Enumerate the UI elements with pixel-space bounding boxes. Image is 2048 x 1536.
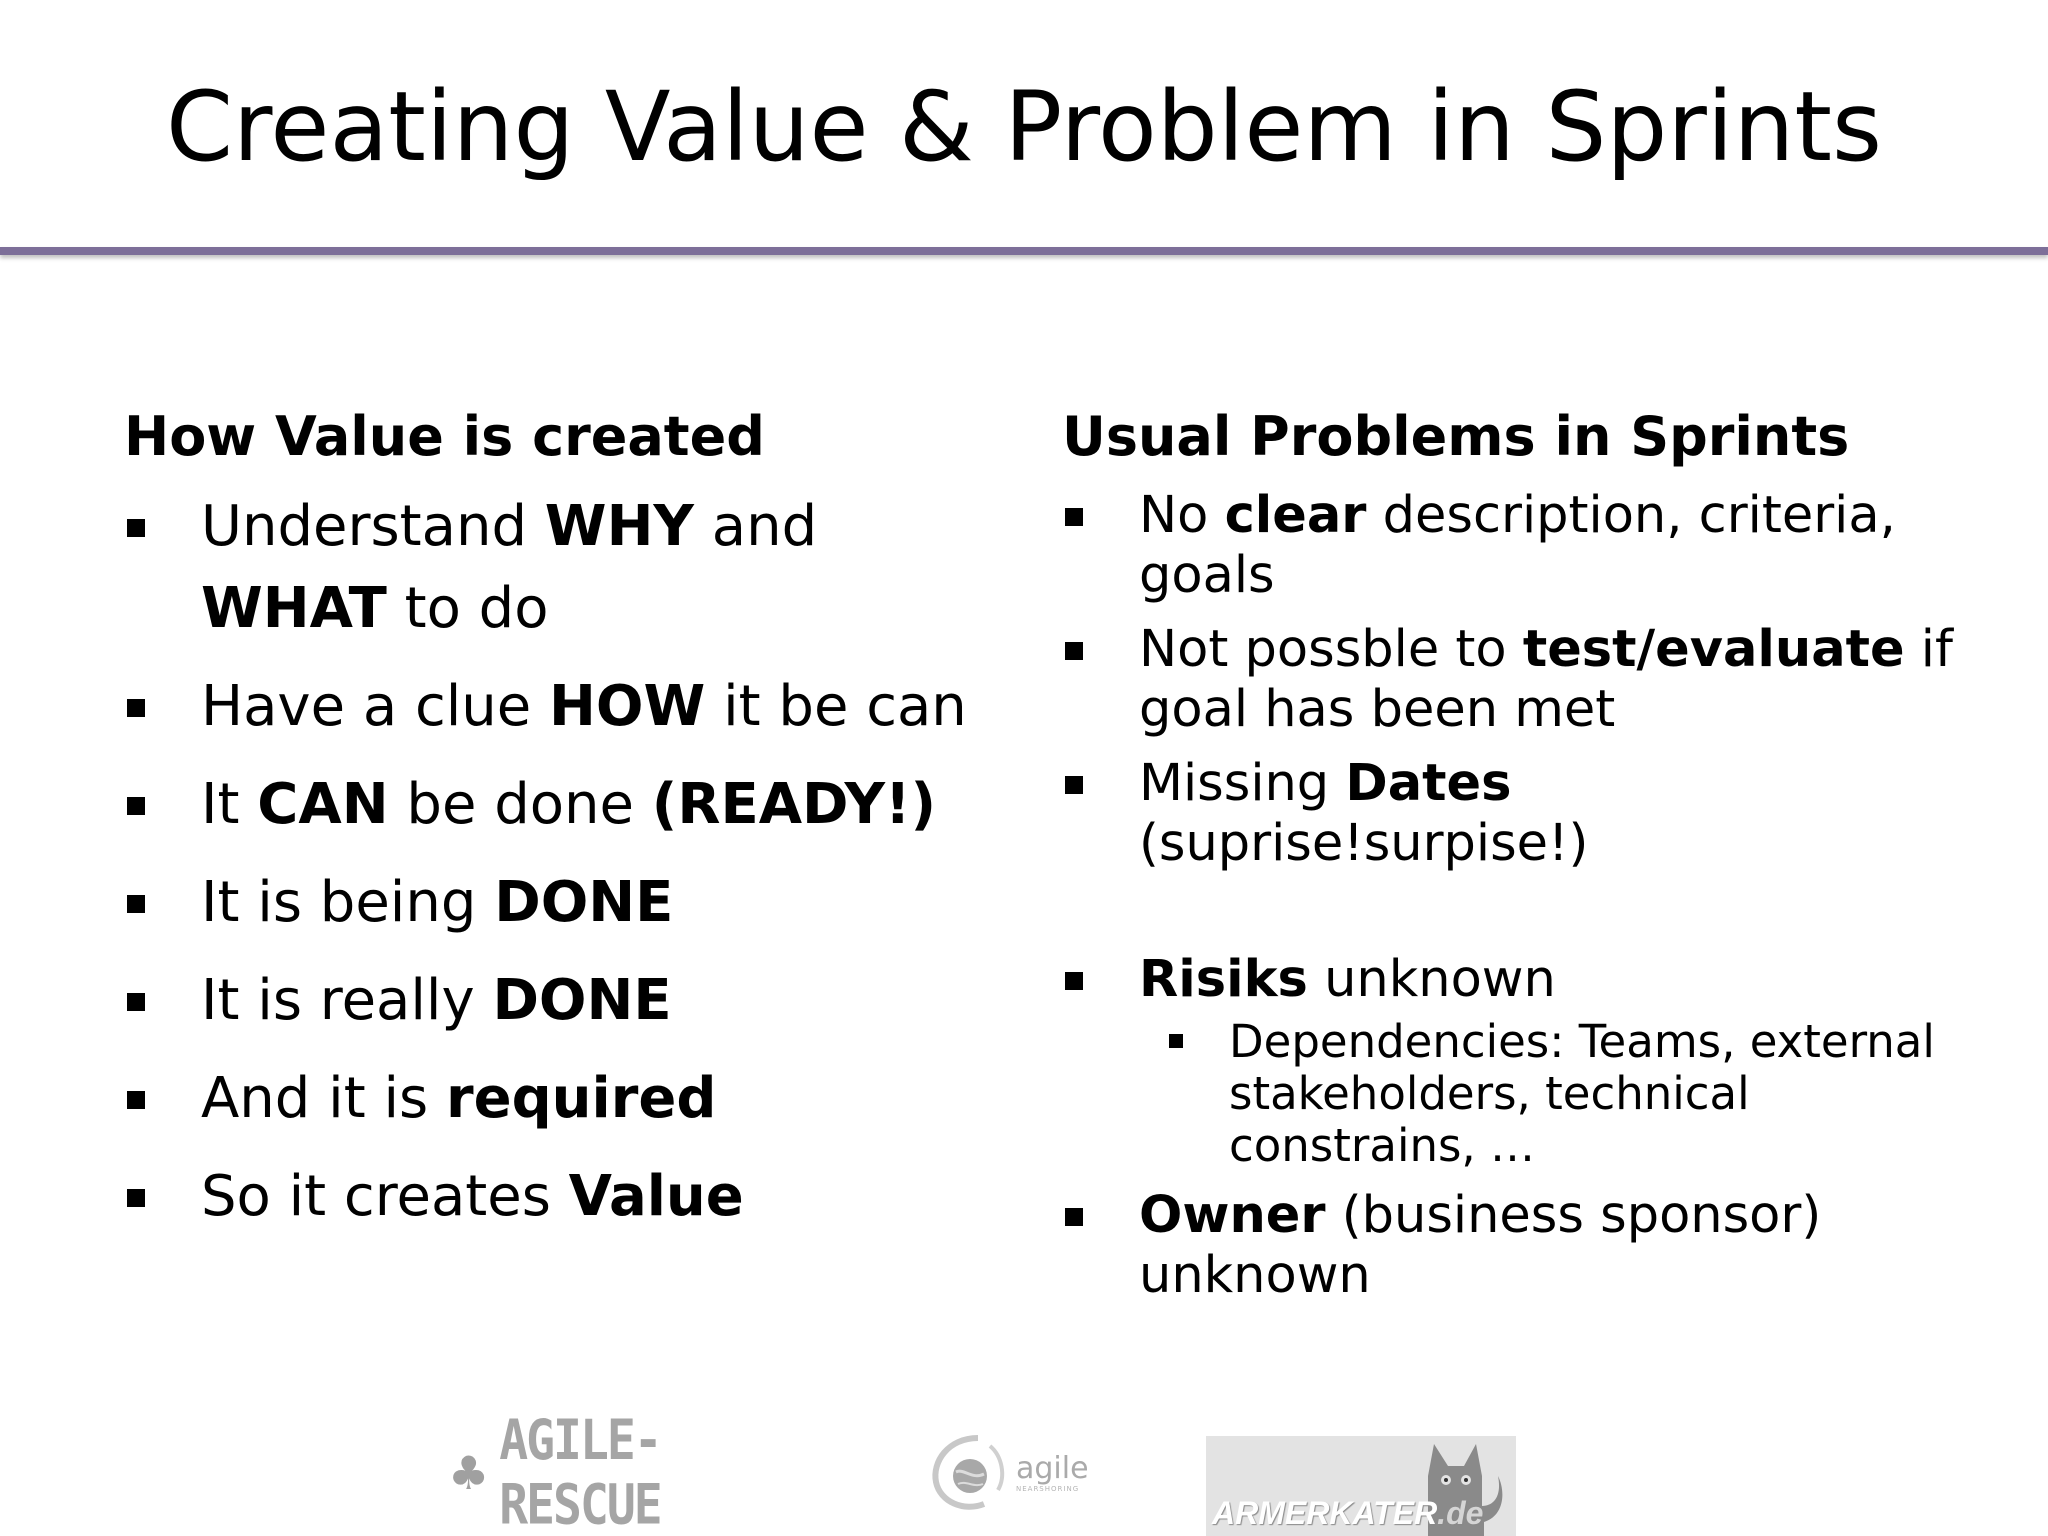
item-text: It is really — [201, 968, 493, 1033]
item-text: to do — [386, 576, 549, 641]
list-item — [124, 1156, 1004, 1238]
item-bold-text: Risiks — [1139, 950, 1308, 1009]
armerkater-logo-text — [1212, 1495, 1483, 1532]
item-text: Missing — [1139, 754, 1346, 813]
item-text: if goal has been met — [1139, 620, 1953, 739]
list-item — [1062, 754, 1992, 874]
square-bullet-icon — [127, 1091, 145, 1109]
slide-title: Creating Value & Problem in Sprints — [166, 71, 1882, 183]
list-item — [1062, 486, 1992, 606]
item-text: (business sponsor) unknown — [1139, 1186, 1822, 1305]
item-bold-text: CAN — [257, 772, 389, 837]
item-text: It is being — [201, 870, 495, 935]
square-bullet-icon — [127, 519, 145, 537]
right-heading: Usual Problems in Sprints — [1062, 405, 1850, 468]
list-item — [124, 1058, 1004, 1140]
item-text: So it creates — [201, 1164, 569, 1229]
right-column — [1062, 402, 1992, 1320]
square-bullet-icon — [127, 797, 145, 815]
right-bullet-list — [1062, 486, 1992, 1306]
left-heading: How Value is created — [124, 405, 765, 468]
item-text: Have a clue — [201, 674, 550, 739]
item-bold-text: Value — [568, 1164, 744, 1229]
item-bold-text: WHAT — [201, 576, 387, 641]
agile-logo-text: agile — [1016, 1451, 1089, 1486]
armerkater-logo-main: ARMERKATER — [1212, 1495, 1438, 1531]
item-text: Not possble to — [1139, 620, 1523, 679]
item-bold-text: Dates — [1345, 754, 1512, 813]
item-text: (suprise!surpise!) — [1139, 814, 1589, 873]
item-text: And it is — [201, 1066, 446, 1131]
square-bullet-icon — [127, 1189, 145, 1207]
list-item — [1062, 1186, 1992, 1306]
item-text: Understand — [201, 494, 545, 559]
square-bullet-icon — [127, 895, 145, 913]
list-item — [1062, 950, 1992, 1172]
item-bold-text: DONE — [492, 968, 672, 1033]
left-column — [124, 402, 1004, 1254]
item-bold-text: test/evaluate — [1522, 620, 1905, 679]
item-bold-text: HOW — [549, 674, 706, 739]
item-bold-text: Owner — [1139, 1186, 1326, 1245]
square-bullet-icon — [1065, 508, 1083, 526]
item-bold-text: required — [446, 1066, 717, 1131]
item-bold-text: (READY!) — [651, 772, 937, 837]
list-item — [124, 764, 1004, 846]
square-bullet-icon — [127, 993, 145, 1011]
sub-item-text: Dependencies: Teams, external stakeholders, technical constrains, … — [1229, 1015, 1935, 1172]
agile-rescue-logo — [448, 1408, 778, 1536]
left-bullet-list — [124, 486, 1004, 1238]
square-bullet-icon — [127, 699, 145, 717]
square-bullet-icon — [1065, 776, 1083, 794]
list-item — [1062, 620, 1992, 740]
item-text: No — [1139, 486, 1225, 545]
item-text: and — [693, 494, 818, 559]
item-text: description, criteria, goals — [1139, 486, 1896, 605]
square-bullet-icon — [1065, 642, 1083, 660]
globe-swirl-icon — [928, 1432, 1010, 1514]
item-bold-text: clear — [1224, 486, 1367, 545]
sub-bullet-list — [1139, 1016, 1992, 1172]
title-divider — [0, 247, 2048, 255]
agile-rescue-logo-text: AGILE-RESCUE — [499, 1408, 661, 1536]
list-item — [124, 486, 1004, 650]
agile-nearshoring-logo — [928, 1430, 1098, 1516]
club-icon: ♣ — [448, 1446, 490, 1500]
square-bullet-icon — [1065, 1208, 1083, 1226]
list-item — [124, 862, 1004, 944]
item-bold-text: DONE — [494, 870, 674, 935]
armerkater-logo-tld: .de — [1437, 1495, 1484, 1531]
square-bullet-icon — [1065, 972, 1083, 990]
square-bullet-icon — [1169, 1034, 1183, 1048]
list-item — [124, 960, 1004, 1042]
item-text: be done — [388, 772, 652, 837]
item-text: it be can — [705, 674, 967, 739]
item-bold-text: WHY — [544, 494, 694, 559]
item-text: It — [201, 772, 258, 837]
nearshoring-logo-text: NEARSHORING — [1016, 1485, 1080, 1493]
item-text: unknown — [1307, 950, 1556, 1009]
list-item — [124, 666, 1004, 748]
sub-list-item — [1139, 1016, 1992, 1172]
armerkater-logo — [1206, 1436, 1516, 1536]
